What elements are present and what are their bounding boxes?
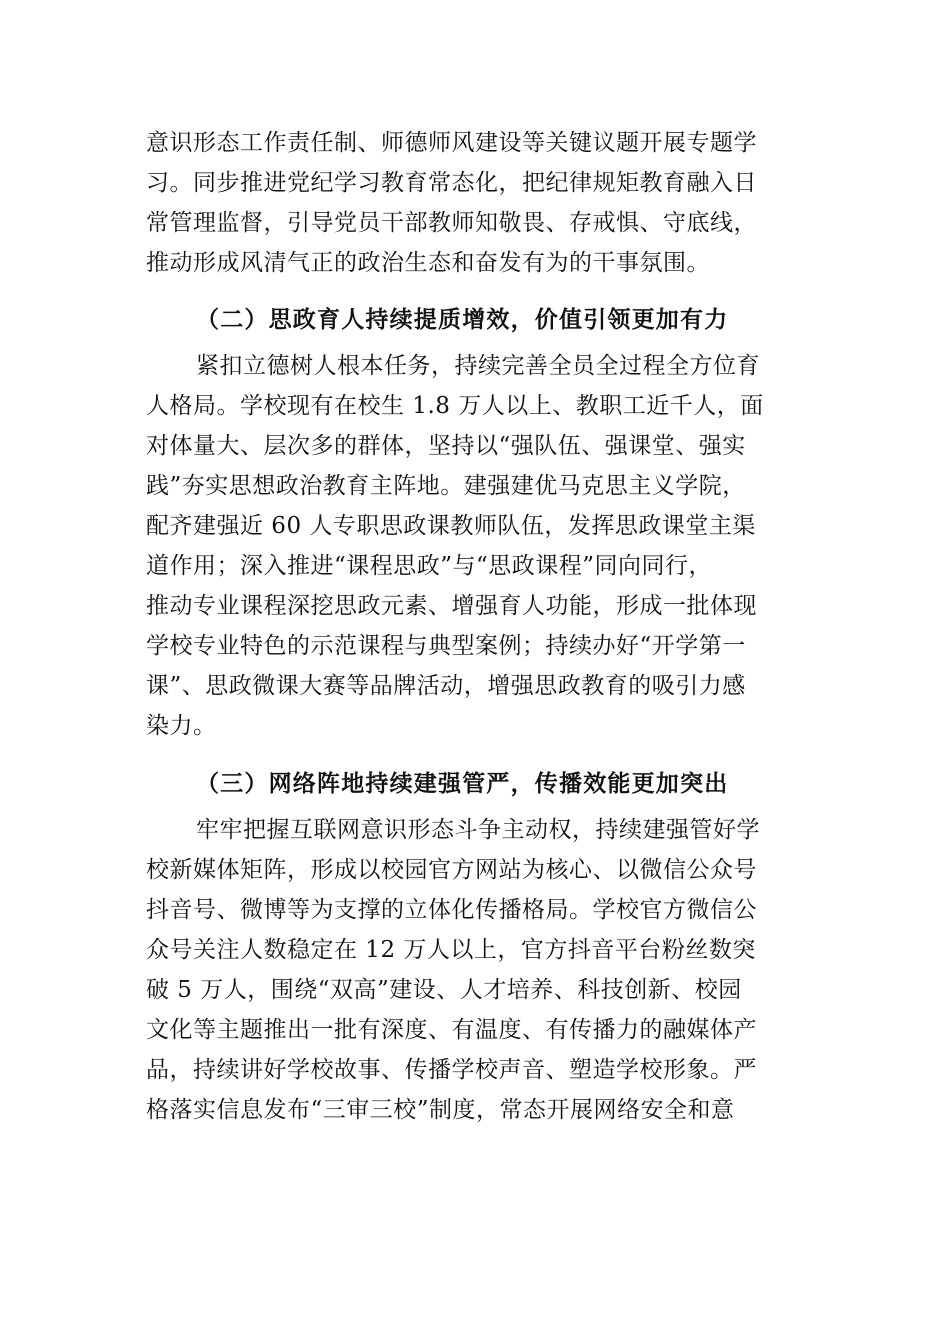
- paragraph-line: 紧扣立德树人根本任务，持续完善全员全过程全方位育: [196, 353, 760, 379]
- paragraph-line: 破 5 万人，围绕“双高”建设、人才培养、科技创新、校园: [146, 977, 742, 1003]
- section-heading-2: （二）思政育人持续提质增效，价值引领更加有力: [196, 306, 729, 333]
- paragraph-line: 习。同步推进党纪学习教育常态化，把纪律规矩教育融入日: [146, 170, 757, 196]
- paragraph-line: 文化等主题推出一批有深度、有温度、有传播力的融媒体产: [146, 1017, 757, 1043]
- paragraph-line: 牢牢把握互联网意识形态斗争主动权，持续建强管好学: [196, 817, 760, 843]
- paragraph-line: 课”、思政微课大赛等品牌活动，增强思政教育的吸引力感: [146, 673, 746, 699]
- paragraph-line: 推动专业课程深挖思政元素、增强育人功能，形成一批体现: [146, 593, 757, 619]
- paragraph-line: 意识形态工作责任制、师德师风建设等关键议题开展专题学: [146, 130, 757, 156]
- paragraph-line: 践”夯实思想政治教育主阵地。建强建优马克思主义学院，: [146, 473, 746, 499]
- paragraph-line: 对体量大、层次多的群体，坚持以“强队伍、强课堂、强实: [146, 433, 746, 459]
- paragraph-line: 推动形成风清气正的政治生态和奋发有为的干事氛围。: [146, 250, 710, 276]
- paragraph-line: 学校专业特色的示范课程与典型案例；持续办好“开学第一: [146, 633, 746, 659]
- paragraph-line: 道作用；深入推进“课程思政”与“思政课程”同向同行，: [146, 553, 713, 579]
- paragraph-line: 众号关注人数稳定在 12 万人以上，官方抖音平台粉丝数突: [146, 937, 756, 963]
- paragraph-line: 人格局。学校现有在校生 1.8 万人以上、教职工近千人，面: [146, 393, 764, 419]
- section-heading-3: （三）网络阵地持续建强管严，传播效能更加突出: [196, 770, 729, 797]
- paragraph-line: 配齐建强近 60 人专职思政课教师队伍，发挥思政课堂主渠: [146, 513, 756, 539]
- paragraph-line: 品，持续讲好学校故事、传播学校声音、塑造学校形象。严: [146, 1057, 757, 1083]
- paragraph-line: 常管理监督，引导党员干部教师知敬畏、存戒惧、守底线，: [146, 210, 757, 236]
- paragraph-line: 校新媒体矩阵，形成以校园官方网站为核心、以微信公众号: [146, 857, 757, 883]
- paragraph-line: 抖音号、微博等为支撑的立体化传播格局。学校官方微信公: [146, 897, 757, 923]
- paragraph-line: 格落实信息发布“三审三校”制度，常态开展网络安全和意: [146, 1097, 735, 1123]
- paragraph-line: 染力。: [146, 713, 217, 739]
